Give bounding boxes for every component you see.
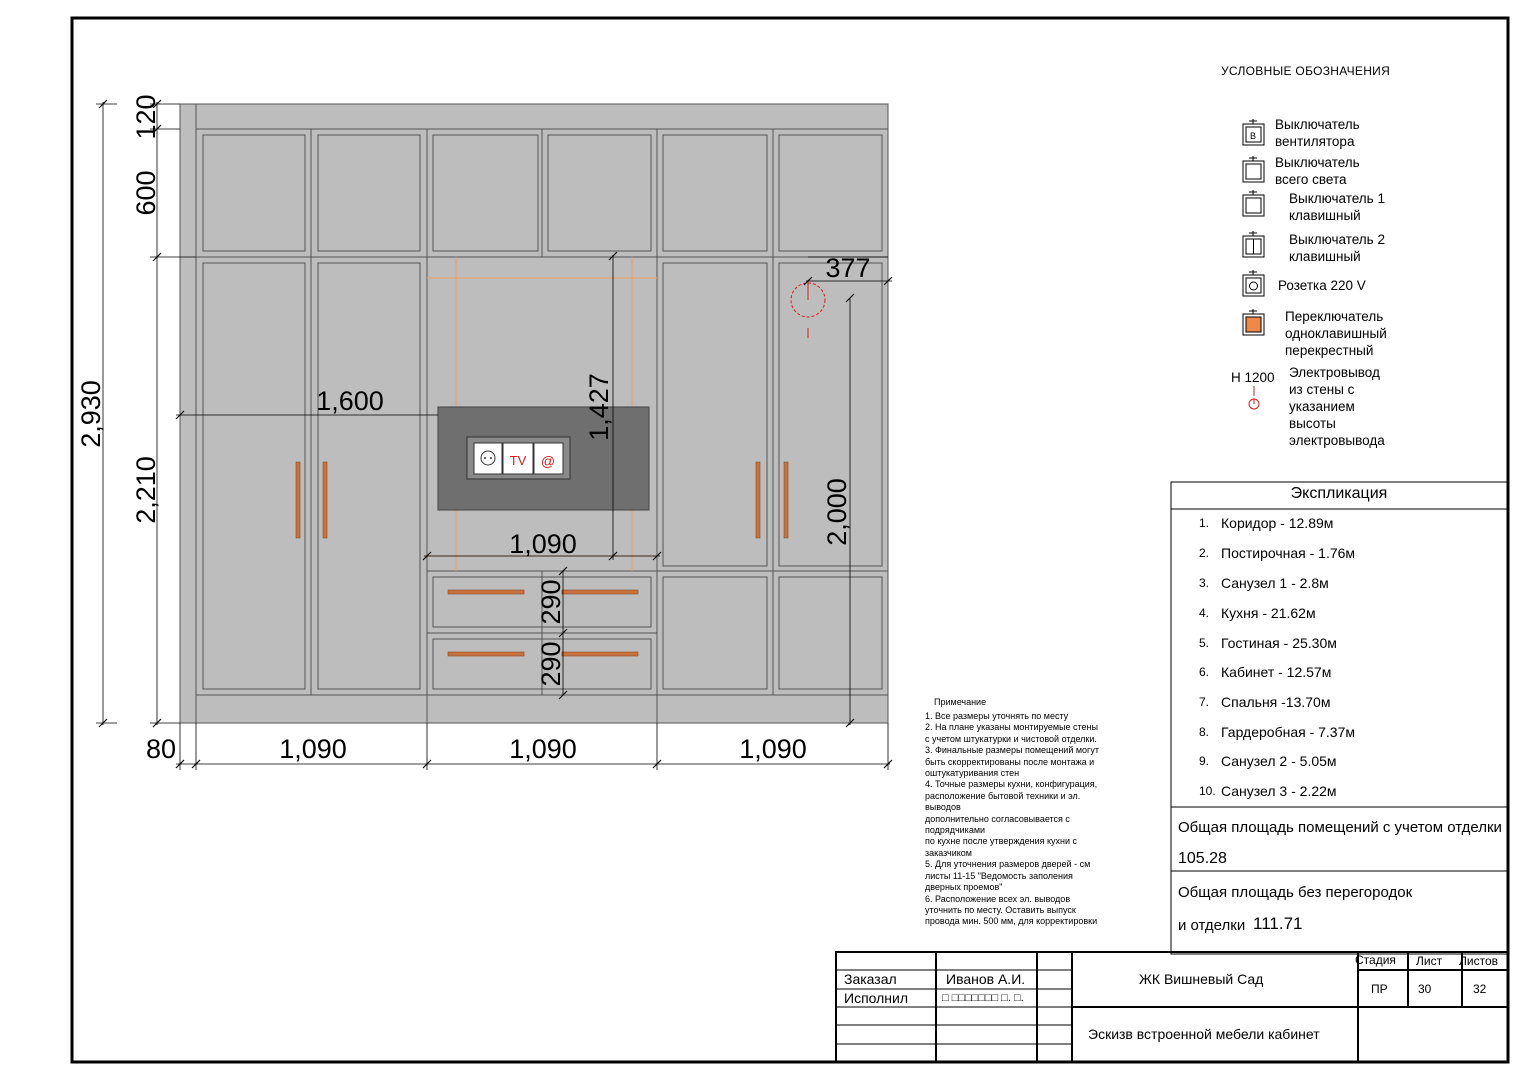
room-name: Санузел 3 - 2.22м bbox=[1221, 783, 1337, 799]
room-number: 2. bbox=[1199, 546, 1210, 560]
stamp-ordered-name: Иванов А.И. bbox=[946, 971, 1026, 987]
legend-wire-outlet bbox=[1289, 364, 1385, 449]
room-number: 10. bbox=[1199, 784, 1216, 798]
dim-drawer-1: 290 bbox=[536, 579, 566, 625]
total-raw-label-2: и отделки bbox=[1178, 917, 1246, 934]
explication-title: Экспликация bbox=[1290, 485, 1388, 502]
lower-door-right-1 bbox=[663, 577, 767, 689]
room-number: 8. bbox=[1199, 725, 1210, 739]
note-line: 3. Финальные размеры помещений могут bbox=[925, 745, 1099, 756]
note-line: 6. Расположение всех эл. выводов bbox=[925, 893, 1071, 904]
note-line: выводов bbox=[925, 802, 961, 813]
room-name: Гостиная - 25.30м bbox=[1221, 635, 1337, 651]
dim-side: 80 bbox=[145, 734, 177, 764]
stamp-sheet-title: Эскизв встроенной мебели кабинет bbox=[1088, 1026, 1320, 1042]
note-line: дополнительно согласовывается с bbox=[925, 813, 1070, 824]
dim-drawer-2: 290 bbox=[536, 641, 566, 687]
note-line: с учетом штукатурки и чистовой отделки. bbox=[925, 733, 1097, 744]
stamp-stage: ПР bbox=[1371, 982, 1388, 996]
dim-top: 120 bbox=[131, 94, 161, 140]
dim-bottom-2: 1,090 bbox=[509, 734, 577, 764]
legend-text-line: Выключатель bbox=[1275, 155, 1360, 170]
room-name: Коридор - 12.89м bbox=[1221, 515, 1334, 531]
room-name: Постирочная - 1.76м bbox=[1221, 545, 1356, 561]
tall-door-left-1 bbox=[203, 263, 305, 689]
legend-cross-switch bbox=[1285, 308, 1387, 359]
note-line: листы 11-15 "Ведомость заполения bbox=[925, 870, 1073, 881]
room-name: Гардеробная - 7.37м bbox=[1221, 724, 1356, 740]
tv-socket-label: TV bbox=[509, 453, 527, 468]
stamp-stage-label: Стадия bbox=[1355, 953, 1396, 967]
room-number: 9. bbox=[1199, 754, 1210, 768]
legend-text-line: клавишный bbox=[1289, 208, 1361, 223]
legend-text-line: высоты bbox=[1289, 416, 1336, 431]
dim-middle-width: 1,090 bbox=[509, 529, 577, 559]
note-line: уточнить по месту. Оставить выпуск bbox=[925, 904, 1076, 915]
legend-text-line: Переключатель bbox=[1285, 309, 1384, 324]
stamp-executed-name: □ □□□□□□□ □. □. bbox=[942, 992, 1024, 1004]
master-switch-icon bbox=[1243, 156, 1264, 182]
room-name: Санузел 2 - 5.05м bbox=[1221, 753, 1337, 769]
note-line: подрядчиками bbox=[925, 825, 986, 836]
dim-total: 2,930 bbox=[76, 380, 106, 448]
stamp-sheets: 32 bbox=[1473, 982, 1487, 996]
svg-text:B: B bbox=[1249, 131, 1257, 141]
room-name: Кабинет - 12.57м bbox=[1221, 664, 1332, 680]
room-number: 3. bbox=[1199, 576, 1210, 590]
total-finished-value: 105.28 bbox=[1178, 850, 1227, 867]
legend-text-line: одноклавишный bbox=[1285, 326, 1387, 341]
dim-bottom-3: 1,090 bbox=[739, 734, 807, 764]
single-switch-icon bbox=[1243, 190, 1264, 216]
legend-socket bbox=[1278, 277, 1366, 294]
dim-upper: 600 bbox=[131, 170, 161, 216]
note-line: провода мин. 500 мм, для корректировки bbox=[925, 916, 1098, 927]
room-number: 6. bbox=[1199, 665, 1210, 679]
note-line: оштукатуривания стен bbox=[925, 768, 1020, 779]
stamp-sheets-label: Листов bbox=[1459, 954, 1498, 968]
legend-text-line: Розетка 220 V bbox=[1278, 278, 1366, 293]
note-line: дверных проемов" bbox=[925, 882, 1003, 893]
side-panel bbox=[180, 104, 196, 723]
stamp-project: ЖК Вишневый Сад bbox=[1139, 971, 1264, 987]
room-number: 7. bbox=[1199, 695, 1210, 709]
dim-tv-width: 1,600 bbox=[316, 386, 384, 416]
power-socket bbox=[474, 443, 502, 474]
total-raw-label: Общая площадь без перегородок bbox=[1178, 884, 1413, 901]
notes-list bbox=[925, 711, 1099, 928]
note-line: заказчиком bbox=[925, 847, 972, 858]
tall-door-left-2 bbox=[318, 263, 420, 689]
note-line: 5. Для уточнения размеров дверей - см bbox=[925, 859, 1091, 870]
wire-outlet-icon bbox=[1249, 386, 1259, 409]
note-line: 2. На плане указаны монтируемые стены bbox=[925, 722, 1098, 733]
room-name: Кухня - 21.62м bbox=[1221, 605, 1316, 621]
legend-symbols bbox=[1243, 119, 1264, 409]
stamp-ordered-label: Заказал bbox=[844, 971, 897, 987]
dim-outlet-offset: 377 bbox=[825, 253, 871, 283]
legend-single-switch bbox=[1289, 190, 1385, 224]
legend-double-switch bbox=[1289, 231, 1385, 265]
note-line: быть скорректированы после монтажа и bbox=[925, 756, 1095, 767]
double-switch-icon bbox=[1243, 231, 1264, 257]
legend-fan-switch bbox=[1275, 116, 1360, 150]
legend-master-switch bbox=[1275, 154, 1360, 188]
dim-outlet-height: 2,000 bbox=[822, 478, 852, 546]
stamp-sheet-label: Лист bbox=[1416, 954, 1443, 968]
legend-text-line: всего света bbox=[1275, 172, 1347, 187]
cross-switch-icon bbox=[1243, 309, 1264, 335]
legend-text-line: Выключатель 2 bbox=[1289, 232, 1385, 247]
room-name: Санузел 1 - 2.8м bbox=[1221, 575, 1329, 591]
notes-title: Примечание bbox=[934, 697, 987, 707]
legend-text-line: Электровывод bbox=[1289, 365, 1380, 380]
lower-door-right-2 bbox=[779, 577, 882, 689]
note-line: 4. Точные размеры кухни, конфигурация, bbox=[925, 779, 1098, 790]
room-number: 1. bbox=[1199, 516, 1210, 530]
legend-text-line: Выключатель 1 bbox=[1289, 191, 1385, 206]
room-name: Спальня -13.70м bbox=[1221, 694, 1331, 710]
legend-text-line: из стены с bbox=[1289, 382, 1355, 397]
note-line: по кухне после утверждения кухни с bbox=[925, 836, 1078, 847]
legend-text-line: клавишный bbox=[1289, 249, 1361, 264]
total-raw-value: 111.71 bbox=[1253, 914, 1303, 933]
fan-switch-icon bbox=[1243, 119, 1264, 145]
legend-wire-height: Н 1200 bbox=[1231, 370, 1275, 385]
legend-title: УСЛОВНЫЕ ОБОЗНАЧЕНИЯ bbox=[1221, 64, 1391, 78]
note-line: расположение бытовой техники и эл. bbox=[925, 790, 1081, 801]
legend-text-line: перекрестный bbox=[1285, 343, 1374, 358]
socket-icon bbox=[1243, 270, 1264, 296]
note-line: 1. Все размеры уточнять по месту bbox=[925, 711, 1069, 721]
dim-lower: 2,210 bbox=[131, 456, 161, 524]
tall-door-right-1 bbox=[663, 263, 767, 566]
dim-tv-height: 1,427 bbox=[584, 373, 614, 441]
legend-text-line: Выключатель bbox=[1275, 117, 1360, 132]
internet-socket-label: @ bbox=[540, 453, 556, 469]
room-number: 5. bbox=[1199, 636, 1210, 650]
legend-text-line: указанием bbox=[1289, 399, 1355, 414]
dim-bottom-1: 1,090 bbox=[279, 734, 347, 764]
legend-text-line: вентилятора bbox=[1275, 134, 1355, 149]
legend-text-line: электровывода bbox=[1289, 433, 1385, 448]
room-number: 4. bbox=[1199, 606, 1210, 620]
total-finished-label: Общая площадь помещений с учетом отделки bbox=[1178, 819, 1502, 836]
stamp-sheet: 30 bbox=[1418, 982, 1432, 996]
stamp-executed-label: Исполнил bbox=[844, 990, 909, 1006]
